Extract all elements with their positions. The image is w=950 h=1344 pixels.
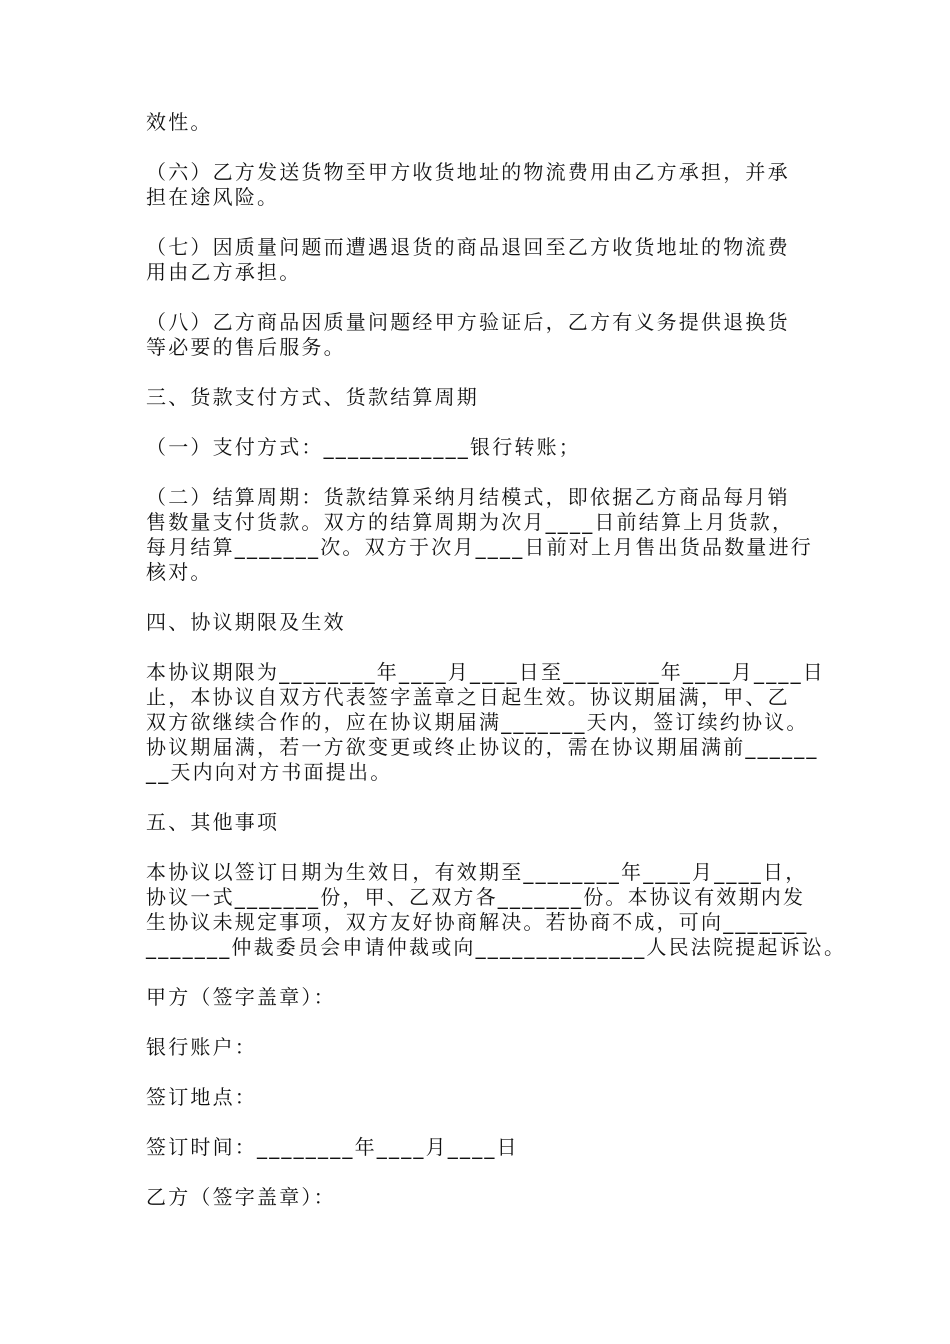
contract-page: [146, 110, 847, 1235]
section-4-heading: [146, 610, 826, 635]
text-line: 用由乙方承担。: [146, 260, 302, 284]
text-line: （一）支付方式：____________银行转账；: [146, 435, 581, 459]
section-5-heading: [146, 810, 826, 835]
signature-label: 乙方（签字盖章）：: [146, 1185, 336, 1209]
party-b-signature: [146, 1185, 826, 1210]
text-line: 本协议以签订日期为生效日，有效期至________年____月____日，: [146, 860, 808, 884]
text-line: （二）结算周期：货款结算采纳月结模式，即依据乙方商品每月销: [146, 485, 790, 509]
text-line: 核对。: [146, 560, 213, 584]
bank-account: [146, 1035, 826, 1060]
paragraph-validity-end: [146, 110, 826, 135]
other-matters: [146, 860, 847, 960]
field-label: 银行账户：: [146, 1035, 257, 1059]
text-line: 双方欲继续合作的，应在协议期届满_______天内，签订续约协议。: [146, 710, 809, 734]
payment-method: [146, 435, 826, 460]
field-label: 签订时间：________年____月____日: [146, 1135, 519, 1159]
text-line: 止，本协议自双方代表签字盖章之日起生效。协议期届满，甲、乙: [146, 685, 790, 709]
field-label: 签订地点：: [146, 1085, 257, 1109]
signing-time: [146, 1135, 826, 1160]
section-heading: 四、协议期限及生效: [146, 610, 346, 634]
text-line: 协议期届满，若一方欲变更或终止协议的，需在协议期届满前______: [146, 735, 819, 759]
clause-8: [146, 310, 826, 360]
text-line: __天内向对方书面提出。: [146, 760, 393, 784]
clause-6: [146, 160, 826, 210]
section-3-heading: [146, 385, 826, 410]
text-line: 本协议期限为________年____月____日至________年____月____日: [146, 660, 825, 684]
text-line: 每月结算_______次。双方于次月____日前对上月售出货品数量进行: [146, 535, 813, 559]
section-heading: 三、货款支付方式、货款结算周期: [146, 385, 479, 409]
text-line: 等必要的售后服务。: [146, 335, 346, 359]
text-line: _______仲裁委员会申请仲裁或向______________人民法院提起诉讼。: [146, 935, 847, 959]
signature-label: 甲方（签字盖章）：: [146, 985, 336, 1009]
text-line: 担在途风险。: [146, 185, 280, 209]
text-line: （八）乙方商品因质量问题经甲方验证后，乙方有义务提供退换货: [146, 310, 790, 334]
text-line: （六）乙方发送货物至甲方收货地址的物流费用由乙方承担，并承: [146, 160, 790, 184]
text-line: 生协议未规定事项，双方友好协商解决。若协商不成，可向_______: [146, 910, 809, 934]
party-a-signature: [146, 985, 826, 1010]
text-line: 售数量支付货款。双方的结算周期为次月____日前结算上月货款，: [146, 510, 795, 534]
settlement-period: [146, 485, 826, 585]
clause-7: [146, 235, 826, 285]
agreement-term: [146, 660, 826, 785]
text-line: （七）因质量问题而遭遇退货的商品退回至乙方收货地址的物流费: [146, 235, 790, 259]
section-heading: 五、其他事项: [146, 810, 280, 834]
signing-place: [146, 1085, 826, 1110]
text-line: 协议一式_______份，甲、乙双方各_______份。本协议有效期内发: [146, 885, 806, 909]
text-line: 效性。: [146, 110, 213, 134]
